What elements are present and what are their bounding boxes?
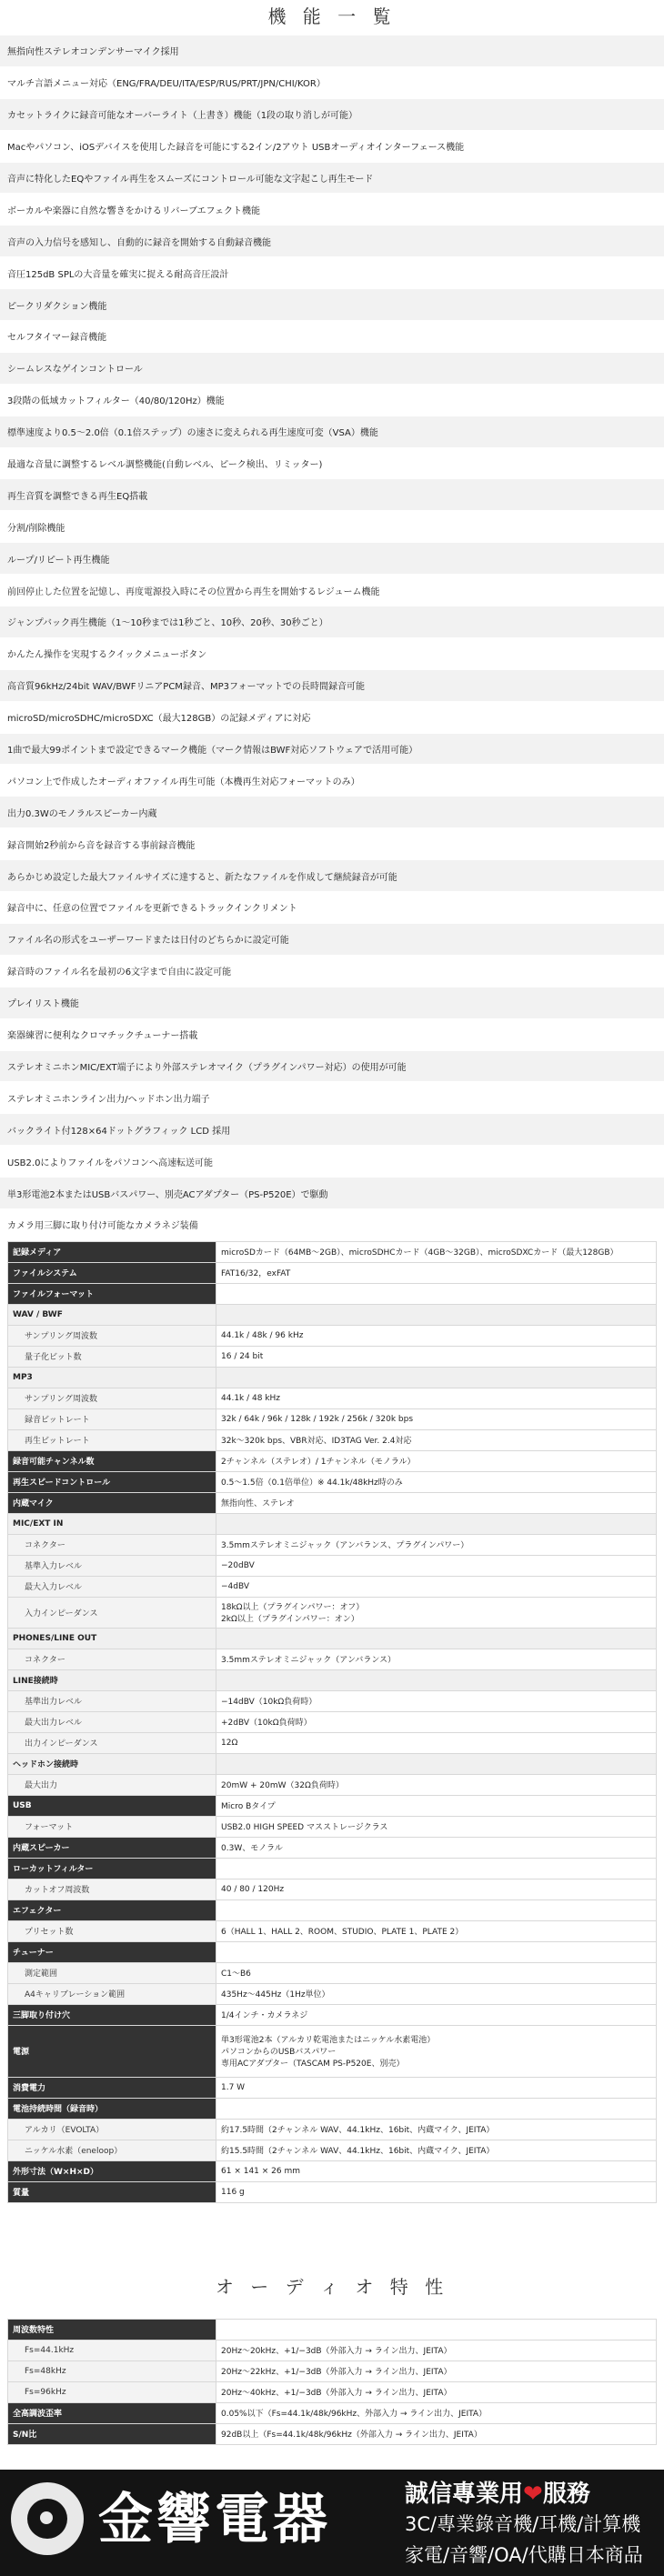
feature-item: ボーカルや楽器に自然な響きをかけるリバーブエフェクト機能 — [0, 194, 664, 226]
spec-row — [8, 1471, 657, 1492]
spec-value: FAT16/32，exFAT — [216, 1262, 657, 1283]
feature-item: かんたん操作を実現するクイックメニューボタン — [0, 638, 664, 670]
spec-key: ヘッドホン接続時 — [8, 1753, 216, 1774]
spec-value: 20Hz〜40kHz、+1/−3dB（外部入力 → ライン出力、JEITA） — [216, 2381, 657, 2402]
spec-value: 32k / 64k / 96k / 128k / 192k / 256k / 320k bps — [216, 1408, 657, 1429]
spec-value-line: 2kΩ以上（プラグインパワー：オン） — [221, 1615, 359, 1625]
spec-value: 116 g — [216, 2181, 657, 2202]
spec-key: LINE接続時 — [8, 1669, 216, 1690]
feature-item: 再生音質を調整できる再生EQ搭載 — [0, 479, 664, 511]
spec-key: 入力インピーダンス — [8, 1597, 216, 1628]
spec-value: 20mW + 20mW（32Ω負荷時） — [216, 1774, 657, 1795]
spec-key: フォーマット — [8, 1816, 216, 1837]
spec-value — [216, 2319, 657, 2340]
spec-value: 44.1k / 48k / 96 kHz — [216, 1325, 657, 1346]
spec-row — [8, 1774, 657, 1795]
spec-row — [8, 2077, 657, 2098]
feature-item: 標準速度より0.5〜2.0倍（0.1倍ステップ）の速さに変えられる再生速度可変（VSA）機能 — [0, 416, 664, 448]
feature-item: 楽器練習に便利なクロマチックチューナー搭載 — [0, 1019, 664, 1051]
spec-row — [8, 1837, 657, 1858]
spec-row — [8, 1962, 657, 1983]
feature-item: シームレスなゲインコントロール — [0, 353, 664, 385]
spec-row — [8, 2340, 657, 2360]
feature-item: 1曲で最大99ポイントまで設定できるマーク機能（マーク情報はBWF対応ソフトウェアで活用可能） — [0, 734, 664, 766]
spec-key: S/N比 — [8, 2423, 216, 2444]
spec-value: +2dBV（10kΩ負荷時） — [216, 1711, 657, 1732]
feature-item: 最適な音量に調整するレベル調整機能(自動レベル、ピーク検出、リミッター) — [0, 448, 664, 480]
spec-key: 録音ビットレート — [8, 1408, 216, 1429]
store-logo-dot — [40, 2511, 53, 2524]
spec-key: プリセット数 — [8, 1920, 216, 1941]
spec-row — [8, 1597, 657, 1628]
spec-key: エフェクター — [8, 1899, 216, 1920]
spec-value — [216, 1941, 657, 1962]
spec-key: カットオフ周波数 — [8, 1879, 216, 1899]
spec-value: 0.05%以下（Fs=44.1k/48k/96kHz、外部入力 → ライン出力、JEITA） — [216, 2402, 657, 2423]
spec-key: 周波数特性 — [8, 2319, 216, 2340]
feature-item: Macやパソコン、iOSデバイスを使用した録音を可能にする2イン/2アウト USBオーディオインターフェース機能 — [0, 131, 664, 163]
spec-value-line: 単3形電池2本（アルカリ乾電池またはニッケル水素電池） — [221, 2036, 436, 2046]
spec-row — [8, 1879, 657, 1899]
spec-value: C1〜B6 — [216, 1962, 657, 1983]
spec-value: Micro Bタイプ — [216, 1795, 657, 1816]
spec-row — [8, 1241, 657, 1262]
spec-key: WAV / BWF — [8, 1304, 216, 1325]
spec-row — [8, 1367, 657, 1388]
features-title: 機 能 一 覧 — [267, 5, 397, 27]
spec-value: 40 / 80 / 120Hz — [216, 1879, 657, 1899]
spec-row — [8, 2381, 657, 2402]
feature-item: USB2.0によりファイルをパソコンへ高速転送可能 — [0, 1146, 664, 1178]
store-slogan — [405, 2475, 590, 2509]
spec-row — [8, 1304, 657, 1325]
spec-key: 全高調波歪率 — [8, 2402, 216, 2423]
feature-item: 前回停止した位置を記憶し、再度電源投入時にその位置から再生を開始するレジューム機能 — [0, 575, 664, 606]
spec-table — [7, 1241, 657, 2203]
feature-item: バックライト付128×64ドットグラフィック LCD 採用 — [0, 1114, 664, 1146]
spec-row — [8, 2423, 657, 2444]
spec-value — [216, 1669, 657, 1690]
spec-row — [8, 2402, 657, 2423]
spec-key: 最大出力 — [8, 1774, 216, 1795]
feature-item: 単3形電池2本またはUSBバスパワー、別売ACアダプター（PS-P520E）で駆動 — [0, 1178, 664, 1209]
spec-value: 32k〜320k bps、VBR対応、ID3TAG Ver. 2.4対応 — [216, 1429, 657, 1450]
feature-item: ステレオミニホンライン出力/ヘッドホン出力端子 — [0, 1082, 664, 1114]
feature-item: 音声に特化したEQやファイル再生をスムーズにコントロール可能な文字起こし再生モード — [0, 163, 664, 195]
feature-item: ループ/リピート再生機能 — [0, 543, 664, 575]
spec-key: PHONES/LINE OUT — [8, 1628, 216, 1649]
spec-value: 20Hz〜22kHz、+1/−3dB（外部入力 → ライン出力、JEITA） — [216, 2360, 657, 2381]
feature-item: パソコン上で作成したオーディオファイル再生可能（本機再生対応フォーマットのみ） — [0, 765, 664, 797]
spec-key: 最大入力レベル — [8, 1576, 216, 1597]
spec-key: ニッケル水素（eneloop） — [8, 2140, 216, 2160]
spec-value: 12Ω — [216, 1732, 657, 1753]
spec-key: サンプリング周波数 — [8, 1325, 216, 1346]
slogan-part-3: 服務 — [542, 2481, 590, 2508]
store-categories-2: 家電/音響/OA/代購日本商品 — [405, 2544, 643, 2566]
spec-row — [8, 1555, 657, 1576]
spec-value — [216, 1283, 657, 1304]
spec-value: 1.7 W — [216, 2077, 657, 2098]
spec-key: A4キャリブレーション範囲 — [8, 1983, 216, 2004]
feature-item: あらかじめ設定した最大ファイルサイズに達すると、新たなファイルを作成して継続録音が可能 — [0, 860, 664, 892]
spec-key: 消費電力 — [8, 2077, 216, 2098]
spec-row — [8, 2119, 657, 2140]
spec-key: MIC/EXT IN — [8, 1513, 216, 1534]
spec-row — [8, 1325, 657, 1346]
spec-value: −4dBV — [216, 1576, 657, 1597]
spec-value: 約17.5時間（2チャンネル WAV、44.1kHz、16bit、内蔵マイク、JEITA） — [216, 2119, 657, 2140]
spec-key: 録音可能チャンネル数 — [8, 1450, 216, 1471]
spec-row — [8, 1408, 657, 1429]
spec-key: 三脚取り付け穴 — [8, 2004, 216, 2025]
spec-key: 電源 — [8, 2025, 216, 2077]
spec-key: USB — [8, 1795, 216, 1816]
spec-key: アルカリ（EVOLTA） — [8, 2119, 216, 2140]
spec-row — [8, 1492, 657, 1513]
spec-row — [8, 1513, 657, 1534]
spec-value — [216, 1304, 657, 1325]
spec-row — [8, 1983, 657, 2004]
spec-row — [8, 1753, 657, 1774]
spec-key: 内蔵スピーカー — [8, 1837, 216, 1858]
spec-row — [8, 1899, 657, 1920]
spec-value: 3.5mmステレオミニジャック（アンバランス、プラグインパワー） — [216, 1534, 657, 1555]
slogan-part-2: 用 — [499, 2481, 524, 2508]
spec-key: 基準入力レベル — [8, 1555, 216, 1576]
spec-row — [8, 2160, 657, 2181]
spec-key: 質量 — [8, 2181, 216, 2202]
spec-row — [8, 1920, 657, 1941]
spec-value: −14dBV（10kΩ負荷時） — [216, 1690, 657, 1711]
feature-item: カセットライクに録音可能なオーバーライト（上書き）機能（1段の取り消しが可能） — [0, 99, 664, 131]
spec-key: ローカットフィルター — [8, 1858, 216, 1879]
feature-item: 高音質96kHz/24bit WAV/BWFリニアPCM録音、MP3フォーマットでの長時間録音可能 — [0, 670, 664, 702]
feature-item: カメラ用三脚に取り付け可能なカメラネジ装備 — [0, 1209, 664, 1241]
spec-key: 再生ビットレート — [8, 1429, 216, 1450]
spec-value-line: 専用ACアダプター（TASCAM PS-P520E、別売） — [221, 2060, 405, 2070]
spec-row — [8, 1649, 657, 1669]
feature-item: 無指向性ステレオコンデンサーマイク採用 — [0, 35, 664, 67]
audio-table — [7, 2319, 657, 2445]
feature-item: 音圧125dB SPLの大音量を確実に捉える耐高音圧設計 — [0, 257, 664, 289]
spec-value: 92dB以上（Fs=44.1k/48k/96kHz（外部入力 → ライン出力、JEITA） — [216, 2423, 657, 2444]
spec-key: ファイルフォーマット — [8, 1283, 216, 1304]
spec-row — [8, 1732, 657, 1753]
spec-key: MP3 — [8, 1367, 216, 1388]
spec-row — [8, 1858, 657, 1879]
spec-row — [8, 2004, 657, 2025]
spec-row — [8, 1346, 657, 1367]
spec-key: コネクター — [8, 1534, 216, 1555]
feature-item: ジャンプバック再生機能（1〜10秒までは1秒ごと、10秒、20秒、30秒ごと） — [0, 606, 664, 638]
spec-key: 電池持続時間（録音時） — [8, 2098, 216, 2119]
feature-item: ファイル名の形式をユーザーワードまたは日付のどちらかに設定可能 — [0, 924, 664, 956]
spec-row — [8, 1941, 657, 1962]
spacer — [0, 2203, 664, 2256]
spec-row — [8, 1628, 657, 1649]
spec-value: microSDカード（64MB〜2GB）、microSDHCカード（4GB〜32GB）、microSDXCカード（最大128GB） — [216, 1241, 657, 1262]
spec-row — [8, 2098, 657, 2119]
spec-row — [8, 2181, 657, 2202]
spec-value — [216, 1513, 657, 1534]
spec-key: 内蔵マイク — [8, 1492, 216, 1513]
spec-row — [8, 1795, 657, 1816]
spec-value — [216, 1753, 657, 1774]
spec-key: 最大出力レベル — [8, 1711, 216, 1732]
spec-value — [216, 1899, 657, 1920]
spec-value: 約15.5時間（2チャンネル WAV、44.1kHz、16bit、内蔵マイク、JEITA） — [216, 2140, 657, 2160]
spec-key: 記録メディア — [8, 1241, 216, 1262]
spec-row — [8, 2140, 657, 2160]
spec-key: 基準出力レベル — [8, 1690, 216, 1711]
audio-title: オ ー デ ィ オ 特 性 — [215, 2275, 449, 2298]
spec-value: 435Hz〜445Hz（1Hz単位） — [216, 1983, 657, 2004]
spec-value: USB2.0 HIGH SPEED マスストレージクラス — [216, 1816, 657, 1837]
spec-value-line: 18kΩ以上（プラグインパワー：オフ） — [221, 1603, 365, 1613]
feature-item: 出力0.3Wのモノラルスピーカー内蔵 — [0, 797, 664, 828]
spec-row — [8, 1816, 657, 1837]
spec-value — [216, 1367, 657, 1388]
spec-row — [8, 1576, 657, 1597]
heart-icon: ❤ — [523, 2481, 543, 2508]
feature-item: セルフタイマー録音機能 — [0, 321, 664, 353]
spec-value: 6（HALL 1、HALL 2、ROOM、STUDIO、PLATE 1、PLATE 2） — [216, 1920, 657, 1941]
spec-key: 測定範囲 — [8, 1962, 216, 1983]
spec-row — [8, 2319, 657, 2340]
spec-key: 出力インピーダンス — [8, 1732, 216, 1753]
spec-value — [216, 1628, 657, 1649]
feature-item: 録音開始2秒前から音を録音する事前録音機能 — [0, 828, 664, 860]
spec-value: 0.3W、モノラル — [216, 1837, 657, 1858]
spec-row — [8, 1450, 657, 1471]
spec-value: 1/4インチ・カメラネジ — [216, 2004, 657, 2025]
feature-item: マルチ言語メニュー対応（ENG/FRA/DEU/ITA/ESP/RUS/PRT/JPN/CHI/KOR） — [0, 67, 664, 99]
feature-item: microSD/microSDHC/microSDXC（最大128GB）の記録メディアに対応 — [0, 702, 664, 734]
spec-value — [216, 2098, 657, 2119]
feature-item: 録音中に、任意の位置でファイルを更新できるトラックインクリメント — [0, 892, 664, 924]
spec-row — [8, 2025, 657, 2077]
spec-key: Fs=44.1kHz — [8, 2340, 216, 2360]
spec-key: Fs=96kHz — [8, 2381, 216, 2402]
slogan-part-1: 誠信專業 — [405, 2481, 500, 2508]
feature-item: ステレオミニホンMIC/EXT端子により外部ステレオマイク（プラグインパワー対応）の使用が可能 — [0, 1051, 664, 1083]
spec-key: サンプリング周波数 — [8, 1388, 216, 1408]
spec-row — [8, 1283, 657, 1304]
store-banner — [0, 2470, 664, 2576]
spec-row — [8, 2360, 657, 2381]
spec-value: 61 × 141 × 26 mm — [216, 2160, 657, 2181]
feature-item: 音声の入力信号を感知し、自動的に録音を開始する自動録音機能 — [0, 226, 664, 257]
spec-value: 16 / 24 bit — [216, 1346, 657, 1367]
spec-value: −20dBV — [216, 1555, 657, 1576]
feature-item: 3段階の低域カットフィルター（40/80/120Hz）機能 — [0, 385, 664, 416]
spec-key: ファイルシステム — [8, 1262, 216, 1283]
feature-item: プレイリスト機能 — [0, 987, 664, 1019]
spec-row — [8, 1690, 657, 1711]
spec-value — [216, 1858, 657, 1879]
spec-value-line: パソコンからのUSBバスパワー — [221, 2048, 337, 2058]
feature-item: 録音時のファイル名を最初の6文字まで自由に設定可能 — [0, 956, 664, 987]
spec-key: 量子化ビット数 — [8, 1346, 216, 1367]
spec-key: コネクター — [8, 1649, 216, 1669]
spec-value: 無指向性、ステレオ — [216, 1492, 657, 1513]
spec-row — [8, 1669, 657, 1690]
spec-row — [8, 1262, 657, 1283]
spec-value: 2チャンネル（ステレオ）/ 1チャンネル（モノラル） — [216, 1450, 657, 1471]
spec-row — [8, 1388, 657, 1408]
store-brand: 金響電器 — [98, 2488, 331, 2551]
spec-value — [216, 2025, 657, 2077]
spec-row — [8, 1534, 657, 1555]
spec-value: 3.5mmステレオミニジャック（アンバランス） — [216, 1649, 657, 1669]
spec-value: 0.5〜1.5倍（0.1倍単位）※ 44.1k/48kHz時のみ — [216, 1471, 657, 1492]
spec-value: 44.1k / 48 kHz — [216, 1388, 657, 1408]
spec-key: チューナー — [8, 1941, 216, 1962]
spec-value: 20Hz〜20kHz、+1/−3dB（外部入力 → ライン出力、JEITA） — [216, 2340, 657, 2360]
spec-key: Fs=48kHz — [8, 2360, 216, 2381]
feature-item: 分割/削除機能 — [0, 511, 664, 543]
spec-key: 再生スピードコントロール — [8, 1471, 216, 1492]
spec-row — [8, 1711, 657, 1732]
spec-value — [216, 1597, 657, 1628]
features-list — [0, 35, 664, 1241]
store-categories-1: 3C/專業錄音機/耳機/計算機 — [405, 2513, 641, 2535]
feature-item: ピークリダクション機能 — [0, 289, 664, 321]
spec-key: 外形寸法（W×H×D） — [8, 2160, 216, 2181]
spec-row — [8, 1429, 657, 1450]
